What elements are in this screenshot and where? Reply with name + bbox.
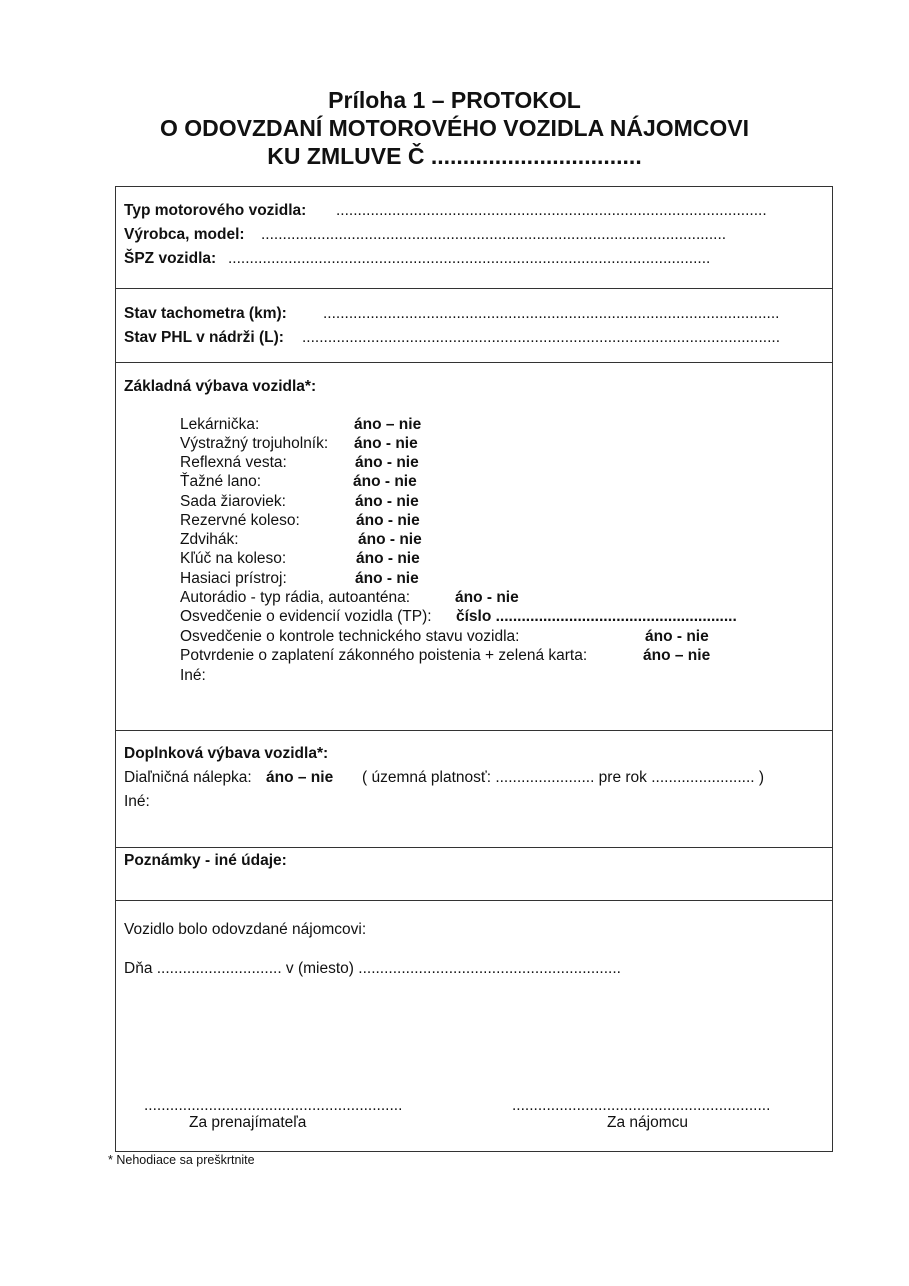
equipment-value[interactable]: áno - nie — [356, 512, 420, 529]
equipment-label: Sada žiaroviek: — [180, 493, 286, 510]
equipment-value[interactable]: áno - nie — [355, 454, 419, 471]
title-line-2: O ODOVZDANÍ MOTOROVÉHO VOZIDLA NÁJOMCOVI — [159, 115, 750, 141]
signature-line-lessee[interactable]: ............................................................ — [512, 1097, 771, 1114]
footnote: * Nehodiace sa preškrtnite — [108, 1153, 255, 1167]
notes-heading: Poznámky - iné údaje: — [124, 852, 287, 869]
odometer-field[interactable]: .......................................................................................................... — [323, 305, 780, 322]
extra-other-label[interactable]: Iné: — [124, 793, 150, 810]
equipment-label: Osvedčenie o evidencií vozidla (TP): — [180, 608, 432, 625]
signature-caption-lessee: Za nájomcu — [607, 1114, 688, 1131]
equipment-label: Osvedčenie o kontrole technického stavu vozidla: — [180, 628, 520, 645]
odometer-label: Stav tachometra (km): — [124, 305, 287, 322]
equipment-value[interactable]: áno - nie — [455, 589, 519, 606]
equipment-label: Ťažné lano: — [180, 473, 261, 490]
extra-equipment-heading: Doplnková výbava vozidla*: — [124, 745, 329, 762]
equipment-label: Výstražný trojuholník: — [180, 435, 329, 452]
equipment-value[interactable]: áno – nie — [643, 647, 711, 664]
fuel-label: Stav PHL v nádrži (L): — [124, 329, 284, 346]
equipment-label: Kľúč na koleso: — [180, 550, 287, 567]
equipment-value[interactable]: číslo ........................................................ — [456, 608, 737, 625]
vehicle-type-label: Typ motorového vozidla: — [124, 202, 307, 219]
section-divider — [116, 847, 832, 848]
section-divider — [116, 288, 832, 289]
date-place-line[interactable]: Dňa ............................. v (miesto) ............................................................. — [124, 960, 621, 977]
equipment-value[interactable]: áno - nie — [355, 493, 419, 510]
equipment-label: Zdvihák: — [180, 531, 239, 548]
highway-sticker-detail[interactable]: ( územná platnosť: ....................... pre rok ........................ ) — [362, 769, 765, 786]
vehicle-maker-label: Výrobca, model: — [124, 226, 245, 243]
vehicle-plate-field[interactable]: ................................................................................................................ — [228, 250, 711, 267]
equipment-label: Reflexná vesta: — [180, 454, 287, 471]
equipment-value[interactable]: áno - nie — [355, 570, 419, 587]
equipment-label: Potvrdenie o zaplatení zákonného poistenia + zelená karta: — [180, 647, 588, 664]
protocol-form — [115, 186, 833, 1152]
handover-text: Vozidlo bolo odovzdané nájomcovi: — [124, 921, 367, 938]
equipment-value[interactable]: áno - nie — [358, 531, 422, 548]
equipment-label: Iné: — [180, 667, 206, 684]
equipment-label: Autorádio - typ rádia, autoanténa: — [180, 589, 411, 606]
equipment-label: Hasiaci prístroj: — [180, 570, 287, 587]
basic-equipment-heading: Základná výbava vozidla*: — [124, 378, 317, 395]
vehicle-maker-field[interactable]: ............................................................................................................ — [261, 226, 727, 243]
title-line-3: KU ZMLUVE Č ................................. — [267, 143, 642, 169]
equipment-label: Rezervné koleso: — [180, 512, 300, 529]
signature-line-lessor[interactable]: ............................................................ — [144, 1097, 403, 1114]
equipment-value[interactable]: áno - nie — [645, 628, 709, 645]
equipment-label: Lekárnička: — [180, 416, 260, 433]
equipment-value[interactable]: áno – nie — [354, 416, 422, 433]
title-line-1: Príloha 1 – PROTOKOL — [328, 87, 581, 113]
section-divider — [116, 730, 832, 731]
vehicle-plate-label: ŠPZ vozidla: — [124, 250, 217, 267]
section-divider — [116, 900, 832, 901]
highway-sticker-label: Diaľničná nálepka: — [124, 769, 252, 786]
equipment-value[interactable]: áno - nie — [353, 473, 417, 490]
equipment-value[interactable]: áno - nie — [356, 550, 420, 567]
equipment-value[interactable]: áno - nie — [354, 435, 418, 452]
section-divider — [116, 362, 832, 363]
fuel-field[interactable]: ............................................................................................................... — [302, 329, 781, 346]
signature-caption-lessor: Za prenajímateľa — [189, 1114, 307, 1131]
highway-sticker-value[interactable]: áno – nie — [266, 769, 334, 786]
vehicle-type-field[interactable]: .................................................................................................... — [336, 202, 767, 219]
